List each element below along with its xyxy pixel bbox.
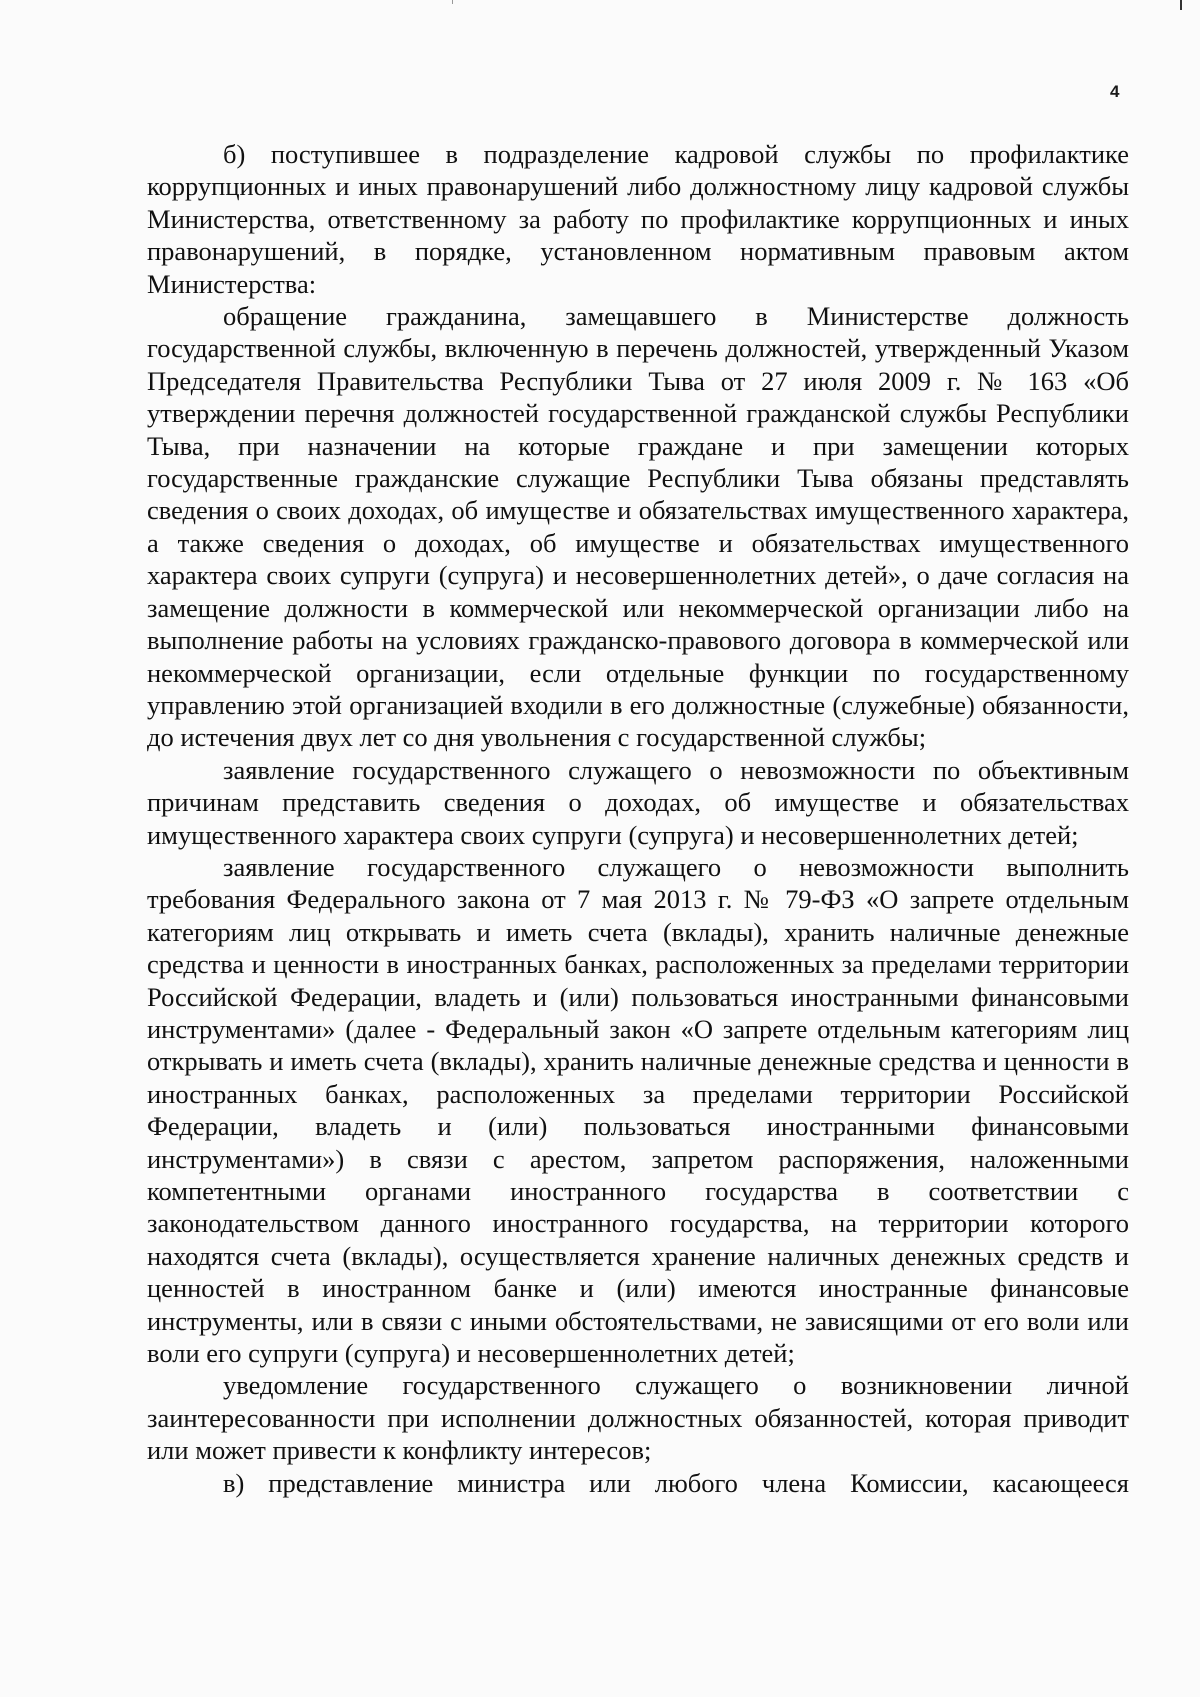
scan-mark-top-center (452, 0, 453, 4)
paragraph-statement-impossibility-info: заявление государственного служащего о невозможности по объективным причинам представить сведения о доходах, об имуществе и обязательствах имущественного характера своих супруги (супруга) и несовершеннолетних детей; (147, 754, 1129, 850)
paragraph-b: б) поступившее в подразделение кадровой службы по профилактике коррупционных и иных правонарушений либо должностному лицу кадровой службы Министерства, ответственному за работу по профилактике коррупционных и иных правонарушений, в порядке, установленном нормативным правовым актом Министерства: (147, 139, 1129, 299)
paragraph-v: в) представление министра или любого члена Комиссии, касающееся (223, 1467, 1129, 1498)
page-number: 4 (1110, 82, 1120, 101)
scan-mark-top-right (1180, 0, 1182, 10)
document-body (147, 138, 1129, 1499)
paragraph-statement-federal-law: заявление государственного служащего о невозможности выполнить требования Федерального закона от 7 мая 2013 г. № 79-ФЗ «О запрете отдельным категориям лиц открывать и иметь счета (вклады), хранить наличные денежные средства и ценности в иностранных банках, расположенных за пределами территории Российской Федерации, владеть и (или) пользоваться иностранными финансовыми инструментами» (далее - Федеральный закон «О запрете отдельным категориям лиц открывать и иметь счета (вклады), хранить наличные денежные средства и ценности в иностранных банках, расположенных за пределами территории Российской Федерации, владеть и (или) пользоваться иностранными финансовыми инструментами») в связи с арестом, запретом распоряжения, наложенными компетентными органами иностранного государства в соответствии с законодательством данного иностранного государства, на территории которого находятся счета (вклады), осуществляется хранение наличных денежных средств и ценностей в иностранном банке и (или) имеются иностранные финансовые инструменты, или в связи с иными обстоятельствами, не зависящими от его воли или воли его супруги (супруга) и несовершеннолетних детей; (147, 851, 1129, 1369)
paragraph-notice-conflict-interest: уведомление государственного служащего о возникновении личной заинтересованности при исполнении должностных обязанностей, которая приводит или может привести к конфликту интересов; (147, 1370, 1129, 1466)
paragraph-citizen-appeal: обращение гражданина, замещавшего в Министерстве должность государственной службы, включенную в перечень должностей, утвержденный Указом Председателя Правительства Республики Тыва от 27 июля 2009 г. № 163 «Об утверждении перечня должностей государственной гражданской службы Республики Тыва, при назначении на которые граждане и при замещении которых государственные гражданские служащие Республики Тыва обязаны представлять сведения о своих доходах, об имуществе и обязательствах имущественного характера, а также сведения о доходах, об имуществе и обязательствах имущественного характера своих супруги (супруга) и несовершеннолетних детей», о даче согласия на замещение должности в коммерческой или некоммерческой организации либо на выполнение работы на условиях гражданско-правового договора в коммерческой или некоммерческой организации, если отдельные функции по государственному управлению этой организацией входили в его должностные (служебные) обязанности, до истечения двух лет со дня увольнения с государственной службы; (147, 301, 1129, 753)
